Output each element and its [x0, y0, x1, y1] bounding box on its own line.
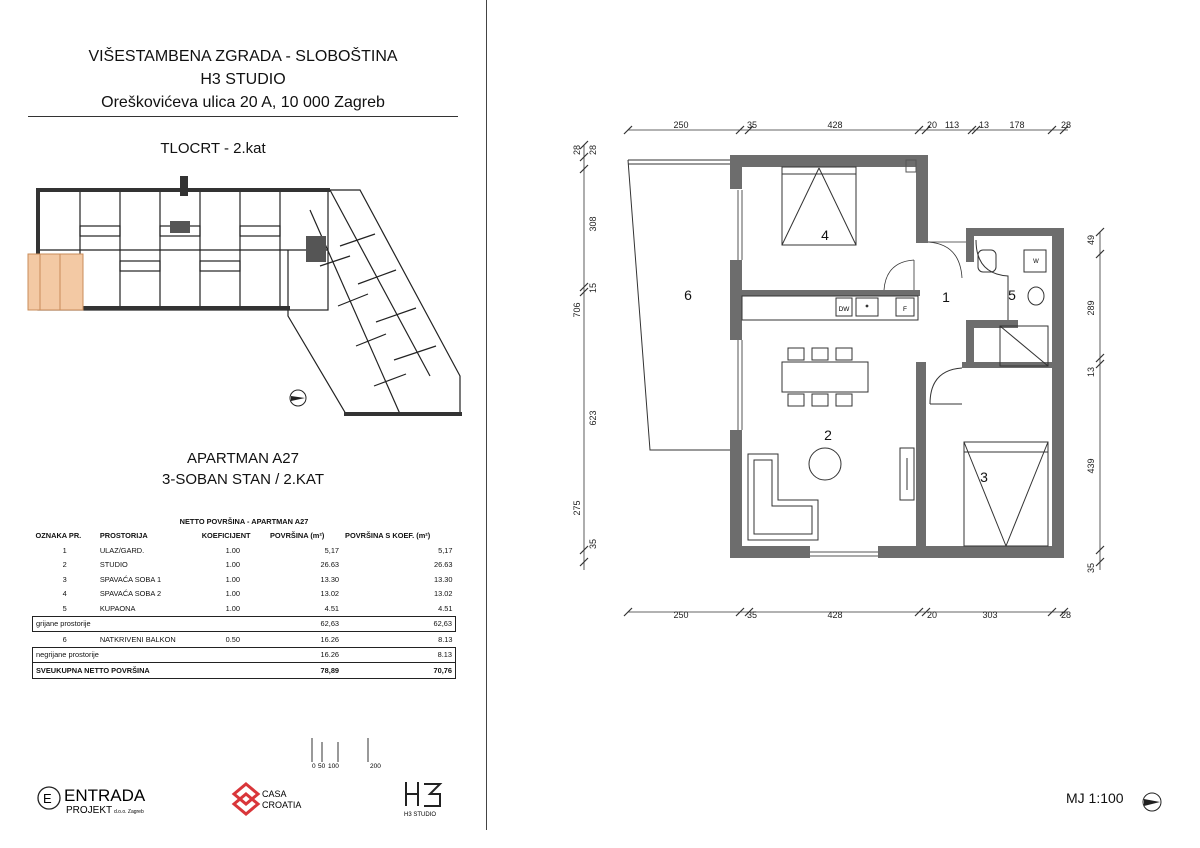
dim-top: 250 [673, 120, 689, 130]
dim-top: 35 [746, 120, 758, 130]
floor-plan [487, 0, 1200, 848]
heated-subtotal-row [33, 616, 456, 632]
entrada-text: ENTRADA [64, 786, 146, 805]
cell-coef: 1.00 [225, 603, 241, 613]
key-plan [20, 166, 470, 416]
dim-bottom: 303 [982, 610, 998, 620]
dim-top: 20 [926, 120, 938, 130]
dim-left: 706 [572, 302, 582, 318]
cell-coef: 0.50 [225, 634, 241, 644]
scale-tick: 100 [328, 763, 339, 770]
cell-area-coef: 13.02 [434, 589, 453, 599]
table-header-row [33, 529, 456, 544]
cell-area: 16.26 [320, 634, 340, 644]
heated-label: grijane prostorije [33, 616, 267, 632]
cell-area: 26.63 [320, 560, 340, 570]
cell-area-coef: 8.13 [438, 634, 453, 644]
h3-studio-text: H3 STUDIO [404, 812, 437, 818]
col-povrsina: POVRŠINA (m²) [269, 531, 325, 541]
dim-bottom: 20 [926, 610, 938, 620]
room-number: 1 [942, 289, 950, 305]
table-row [33, 632, 456, 648]
cell-area: 4.51 [324, 603, 340, 613]
total-area: 78,89 [267, 663, 342, 679]
dim-bottom: 428 [827, 610, 843, 620]
dim-left: 15 [588, 282, 598, 294]
total-label: SVEUKUPNA NETTO POVRŠINA [33, 663, 267, 679]
entrada-logo [36, 782, 160, 818]
unheated-label: negrijane prostorije [33, 647, 267, 663]
col-oznaka: OZNAKA PR. [35, 531, 82, 541]
header-divider [28, 116, 458, 117]
cell-area: 13.02 [320, 589, 340, 599]
dim-bottom: 250 [673, 610, 689, 620]
col-povrsina-koef: POVRŠINA S KOEF. (m²) [345, 531, 431, 541]
dishwasher-label: DW [838, 306, 850, 313]
dim-right: 49 [1086, 234, 1096, 246]
scale-label: MJ 1:100 [1066, 790, 1124, 806]
dim-left: 275 [572, 500, 582, 516]
heated-coef: 62,63 [342, 616, 455, 632]
casa-text: CASA [262, 789, 287, 799]
cell-coef: 1.00 [225, 545, 241, 555]
dim-right: 289 [1086, 300, 1096, 316]
cell-room: STUDIO [99, 560, 128, 570]
projekt-text: PROJEKT [66, 805, 113, 816]
zagreb-text: d.o.o. Zagreb [114, 809, 144, 815]
dim-top: 113 [944, 120, 960, 130]
scale-tick: 200 [370, 763, 381, 770]
floor-label: TLOCRT - 2.kat [160, 140, 266, 157]
dim-right: 35 [1086, 562, 1096, 574]
cell-area-coef: 13.30 [434, 574, 453, 584]
room-number: 2 [824, 427, 832, 443]
cell-id: 6 [62, 634, 67, 644]
cell-room: SPAVAĆA SOBA 1 [99, 574, 162, 584]
fridge-label: F [903, 306, 907, 313]
cell-id: 3 [62, 574, 67, 584]
unheated-area: 16.26 [267, 647, 342, 663]
room-number: 6 [684, 287, 692, 303]
table-row [33, 543, 456, 558]
cell-area: 5,17 [324, 545, 340, 555]
cell-room: SPAVAĆA SOBA 2 [99, 589, 162, 599]
table-row [33, 558, 456, 573]
info-panel [0, 0, 486, 848]
cell-id: 2 [62, 560, 67, 570]
table-row [33, 572, 456, 587]
casa-croatia-logo [230, 780, 320, 820]
table-caption: NETTO POVRŠINA - APARTMAN A27 [179, 516, 309, 526]
washer-label: W [1033, 259, 1039, 265]
dim-left: 623 [588, 410, 598, 426]
total-row [33, 663, 456, 679]
studio-name: H3 STUDIO [200, 71, 286, 88]
project-address: Oreškovićeva ulica 20 A, 10 000 Zagreb [101, 94, 385, 111]
cell-id: 5 [62, 603, 67, 613]
cell-coef: 1.00 [225, 574, 241, 584]
col-koeficijent: KOEFICIJENT [201, 531, 251, 541]
cell-coef: 1.00 [225, 560, 241, 570]
cell-room: KUPAONA [99, 603, 136, 613]
area-table [32, 514, 456, 679]
cell-area-coef: 4.51 [438, 603, 453, 613]
total-coef: 70,76 [342, 663, 455, 679]
cell-id: 1 [62, 545, 67, 555]
apartment-name: APARTMAN A27 [187, 450, 299, 467]
heated-area: 62,63 [267, 616, 342, 632]
scale-bar [300, 738, 420, 772]
room-number: 4 [821, 227, 829, 243]
table-row [33, 601, 456, 616]
cell-area-coef: 26.63 [434, 560, 453, 570]
scale-tick: 50 [318, 763, 326, 770]
dim-top: 178 [1009, 120, 1025, 130]
room-number: 3 [980, 469, 988, 485]
dim-bottom: 35 [746, 610, 758, 620]
croatia-text: CROATIA [262, 800, 302, 810]
unheated-subtotal-row [33, 647, 456, 663]
table-row [33, 587, 456, 602]
dim-bottom: 28 [1060, 610, 1072, 620]
project-title: VIŠESTAMBENA ZGRADA - SLOBOŠTINA [88, 48, 398, 65]
dim-left: 308 [588, 216, 598, 232]
scale-tick: 0 [312, 763, 316, 770]
cell-room: NATKRIVENI BALKON [99, 634, 176, 644]
dim-left: 35 [588, 538, 598, 550]
cell-id: 4 [62, 589, 67, 599]
unheated-coef: 8.13 [342, 647, 455, 663]
dim-top: 13 [978, 120, 990, 130]
apartment-type: 3-SOBAN STAN / 2.KAT [162, 471, 324, 488]
dim-left: 28 [588, 144, 598, 156]
dim-left: 28 [572, 144, 582, 156]
cell-area-coef: 5,17 [438, 545, 453, 555]
dim-top: 28 [1060, 120, 1072, 130]
north-arrow-icon [1143, 793, 1161, 811]
dim-right: 13 [1086, 366, 1096, 378]
svg-text:E: E [43, 791, 52, 806]
h3-studio-logo [396, 778, 456, 820]
room-number: 5 [1008, 287, 1016, 303]
dim-right: 439 [1086, 458, 1096, 474]
cell-coef: 1.00 [225, 589, 241, 599]
dim-top: 428 [827, 120, 843, 130]
cell-area: 13.30 [320, 574, 340, 584]
col-prostorija: PROSTORIJA [99, 531, 148, 541]
cell-room: ULAZ/GARD. [99, 545, 145, 555]
